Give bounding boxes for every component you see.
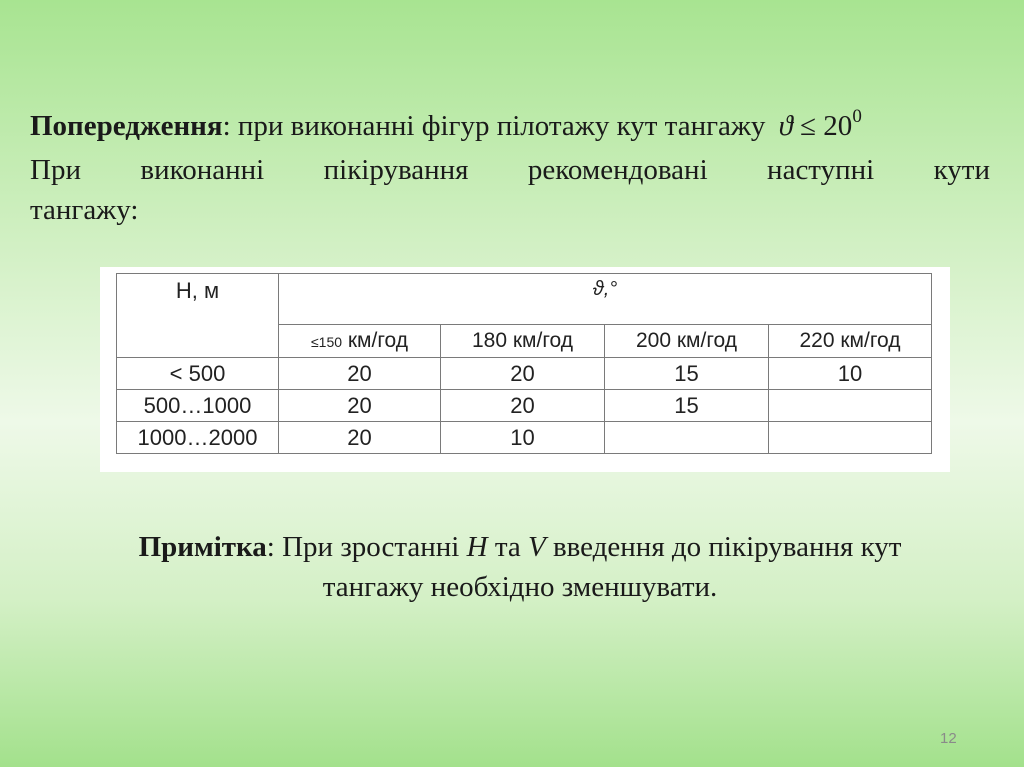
note-var-h: H	[466, 531, 488, 563]
note-label: Примітка	[138, 531, 267, 563]
angle-cell: 20	[279, 390, 441, 422]
altitude-cell: 500…1000	[117, 390, 279, 422]
note-text-3: введення до пікірування кут	[545, 531, 902, 563]
theta-symbol: ϑ	[778, 110, 793, 142]
angle-cell	[769, 390, 932, 422]
table-row	[117, 358, 932, 390]
angle-cell: 20	[441, 390, 605, 422]
table-image-panel	[100, 267, 950, 472]
header-speed-150: ≤150 км/год	[279, 325, 441, 358]
table-row	[117, 390, 932, 422]
page-number: 12	[940, 730, 957, 747]
altitude-cell: < 500	[117, 358, 279, 390]
note-paragraph	[40, 527, 1000, 607]
warning-label: Попередження	[30, 110, 223, 142]
note-text-2: та	[487, 531, 528, 563]
warning-text: : при виконанні фігур пілотажу кут тангажу	[222, 110, 766, 142]
pitch-angle-table	[116, 273, 932, 454]
header-speed-200: 200 км/год	[605, 325, 769, 358]
header-altitude: H, м	[117, 274, 279, 358]
warning-paragraph	[30, 106, 990, 230]
header-speed-180: 180 км/год	[441, 325, 605, 358]
angle-cell	[769, 422, 932, 454]
angle-cell: 10	[441, 422, 605, 454]
header-speed-220: 220 км/год	[769, 325, 932, 358]
header-pitch-angle: ϑ,°	[279, 274, 932, 325]
angle-cell: 15	[605, 358, 769, 390]
angle-cell: 15	[605, 390, 769, 422]
warning-line-2: При виконанні пікірування рекомендовані наступні кути	[30, 154, 990, 186]
degree-superscript: 0	[852, 106, 862, 127]
angle-cell: 10	[769, 358, 932, 390]
note-var-v: V	[527, 531, 546, 563]
angle-cell	[605, 422, 769, 454]
warning-line-3: тангажу:	[30, 194, 139, 226]
warning-limit: ≤ 20	[792, 110, 853, 142]
warning-line-1	[30, 106, 990, 150]
altitude-cell: 1000…2000	[117, 422, 279, 454]
angle-cell: 20	[441, 358, 605, 390]
angle-cell: 20	[279, 358, 441, 390]
note-line-1	[40, 527, 1000, 567]
table-row	[117, 422, 932, 454]
angle-cell: 20	[279, 422, 441, 454]
note-line-2: тангажу необхідно зменшувати.	[322, 571, 718, 603]
note-text-1: : При зростанні	[266, 531, 467, 563]
